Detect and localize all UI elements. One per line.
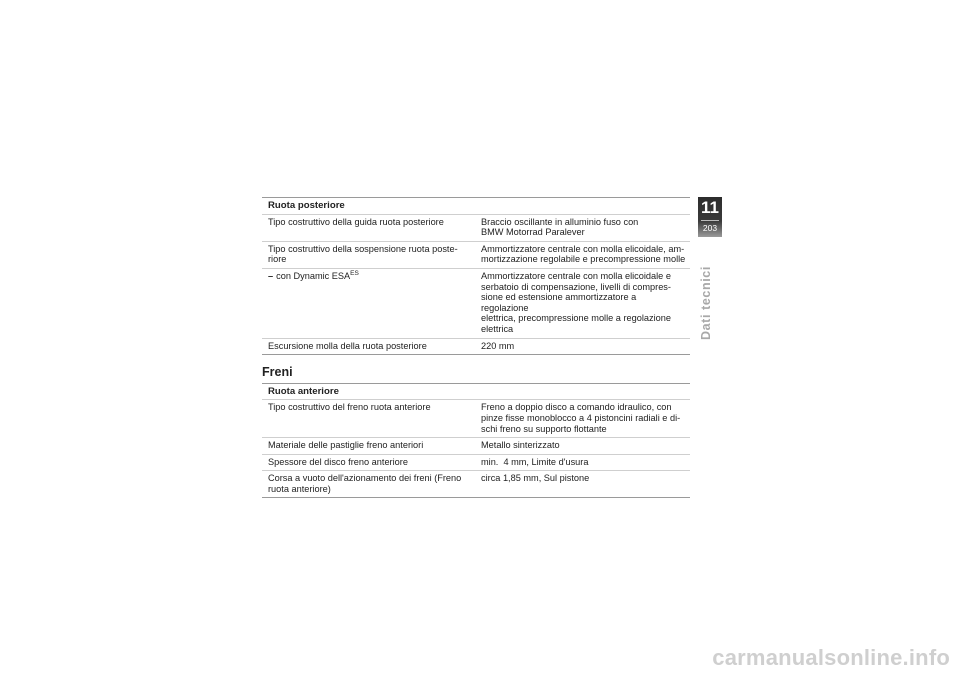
- spec-label: Tipo costruttivo della guida ruota posteriore: [268, 216, 444, 227]
- front-wheel-header: Ruota anteriore: [262, 383, 690, 400]
- spec-value: 220 mm: [481, 340, 515, 351]
- option-code: ES: [350, 269, 359, 277]
- spec-label: Spessore del disco freno anteriore: [268, 456, 408, 467]
- page-number: 203: [702, 223, 718, 233]
- spec-label: [262, 271, 475, 335]
- table-row: [262, 454, 690, 471]
- table-row: [262, 241, 690, 268]
- spec-value: circa 1,85 mm, Sul pistone: [481, 473, 590, 484]
- spec-label: Corsa a vuoto dell'azionamento dei freni (Freno ruota anteriore): [268, 473, 462, 494]
- spec-value: Ammortizzatore centrale con molla elicoidale, am- mortizzazione regolabile e precompressione molle: [481, 243, 686, 265]
- spec-value: Freno a doppio disco a comando idraulico, con pinze fisse monoblocco a 4 pistoncini radiali e di- schi freno su supporto flottante: [481, 402, 681, 434]
- spec-value: Metallo sinterizzato: [481, 440, 560, 451]
- table-row: [262, 399, 690, 437]
- watermark: carmanualsonline.info: [712, 645, 950, 670]
- table-row: [262, 214, 690, 241]
- table-row: [262, 470, 690, 498]
- rear-wheel-header: Ruota posteriore: [262, 197, 690, 214]
- spec-value: Braccio oscillante in alluminio fuso con BMW Motorrad Paralever: [481, 216, 639, 238]
- spec-value: min. 4 mm, Limite d'usura: [481, 456, 589, 467]
- spec-content: [262, 197, 690, 498]
- spec-value: Ammortizzatore centrale con molla elicoidale e serbatoio di compensazione, livelli di compres- sione ed estensione ammortizzatore a regolazione elettrica, precompressione molle a regolazione elettrica: [481, 270, 671, 334]
- table-row: [262, 437, 690, 454]
- chapter-number: 11: [701, 198, 719, 217]
- spec-label-text: con Dynamic ESA: [276, 270, 351, 281]
- spec-label: Escursione molla della ruota posteriore: [268, 340, 427, 351]
- section-title-brakes: Freni: [262, 365, 293, 380]
- table-row: [262, 338, 690, 356]
- chapter-divider: [701, 220, 719, 221]
- table-row: [262, 268, 690, 338]
- list-dash: –: [268, 270, 274, 281]
- chapter-title: Dati tecnici: [699, 266, 713, 340]
- spec-label: Materiale delle pastiglie freno anteriori: [268, 440, 424, 451]
- spec-label: Tipo costruttivo del freno ruota anteriore: [268, 402, 431, 413]
- chapter-tab: [698, 197, 722, 237]
- spec-label: Tipo costruttivo della sospensione ruota poste- riore: [268, 243, 458, 265]
